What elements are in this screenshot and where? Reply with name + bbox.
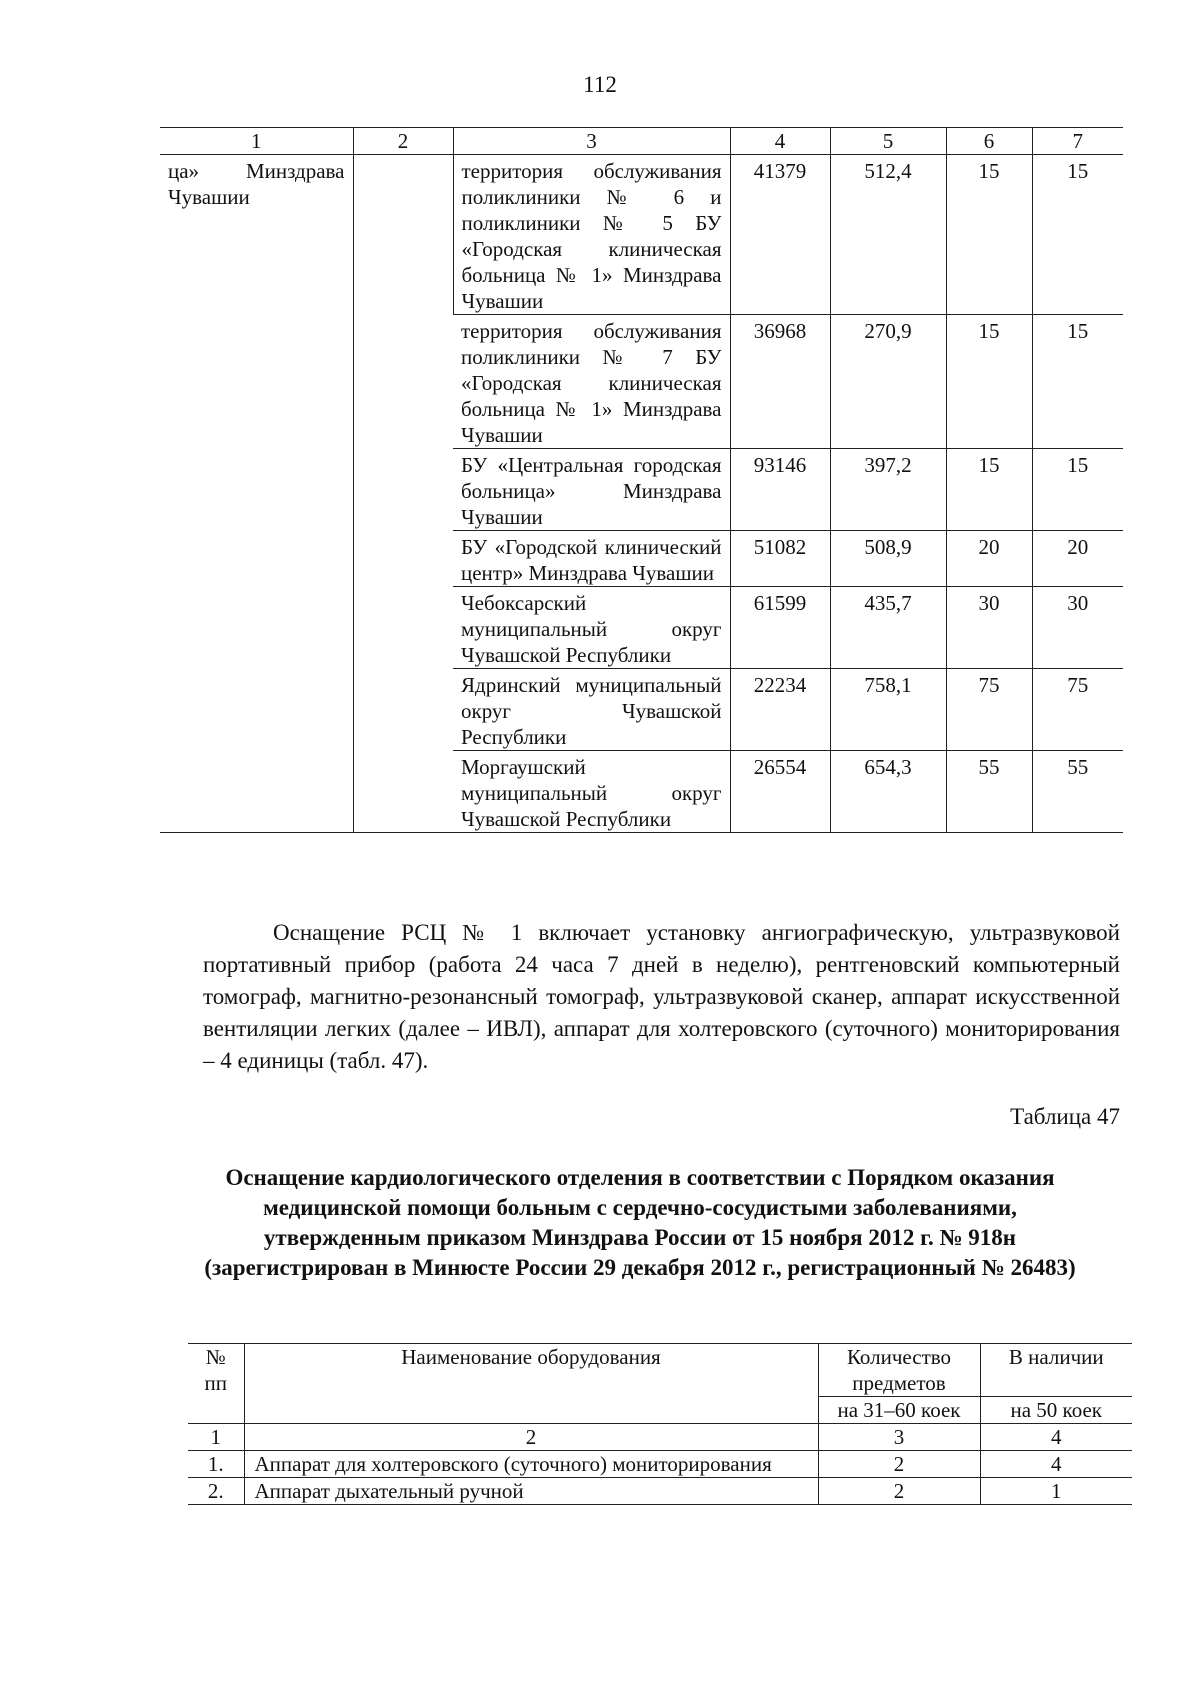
value-cell: 508,9 (830, 531, 946, 587)
organization-cell: ца» Минздрава Чувашии (168, 159, 345, 209)
column-header: 6 (946, 128, 1032, 155)
column-subheader-quantity: на 31–60 коек (818, 1397, 980, 1424)
population-cell: 51082 (730, 531, 830, 587)
population-cell: 36968 (730, 315, 830, 449)
value-cell: 55 (946, 751, 1032, 833)
value-cell: 30 (1032, 587, 1123, 669)
value-cell: 20 (946, 531, 1032, 587)
value-cell: 270,9 (830, 315, 946, 449)
territory-cell: территория обслуживания поликлиники № 7 БУ «Городская клиническая больница № 1» Минздрава Чувашии (453, 315, 730, 449)
column-header: 5 (830, 128, 946, 155)
value-cell: 75 (1032, 669, 1123, 751)
value-cell: 397,2 (830, 449, 946, 531)
population-cell: 93146 (730, 449, 830, 531)
column-header: 2 (353, 128, 453, 155)
territory-cell: Чебоксарский муниципальный округ Чувашской Республики (453, 587, 730, 669)
column-number: 4 (980, 1424, 1132, 1451)
column-header: 1 (160, 128, 353, 155)
value-cell: 654,3 (830, 751, 946, 833)
value-cell: 435,7 (830, 587, 946, 669)
table-label: Таблица 47 (1010, 1104, 1120, 1129)
quantity-cell: 2 (818, 1478, 980, 1505)
equipment-name: Аппарат дыхательный ручной (244, 1478, 818, 1505)
value-cell: 15 (946, 315, 1032, 449)
page-number: 112 (583, 72, 617, 97)
column-header-quantity: Количество предметов (818, 1344, 980, 1397)
column-number-row (188, 1424, 1132, 1451)
row-number: 1. (188, 1451, 244, 1478)
column-header: 7 (1032, 128, 1123, 155)
column-subheader-available: на 50 коек (980, 1397, 1132, 1424)
table-header-row (188, 1344, 1132, 1397)
value-cell: 758,1 (830, 669, 946, 751)
value-cell: 15 (1032, 315, 1123, 449)
available-cell: 4 (980, 1451, 1132, 1478)
value-cell: 75 (946, 669, 1032, 751)
column-number: 3 (818, 1424, 980, 1451)
population-cell: 41379 (730, 155, 830, 315)
body-paragraph: Оснащение РСЦ № 1 включает установку ангиографическую, ультразвуковой портативный прибор (работа 24 часа 7 дней в неделю), рентгеновский компьютерный томограф, магнитно-резонансный томограф, ультразвуковой сканер, аппарат искусственной вентиляции легких (далее – ИВЛ), аппарат для холтеровского (суточного) мониторирования – 4 единицы (табл. 47). (203, 920, 1120, 1073)
table-header-row (160, 128, 1123, 155)
value-cell: 55 (1032, 751, 1123, 833)
column-header-name: Наименование оборудования (244, 1344, 818, 1424)
table-row (188, 1451, 1132, 1478)
available-cell: 1 (980, 1478, 1132, 1505)
column-header: 4 (730, 128, 830, 155)
column-header: 3 (453, 128, 730, 155)
table-row (188, 1478, 1132, 1505)
value-cell: 15 (946, 449, 1032, 531)
territory-cell: БУ «Городской клинический центр» Минздрава Чувашии (453, 531, 730, 587)
column-header-available: В наличии (980, 1344, 1132, 1397)
row-number: 2. (188, 1478, 244, 1505)
value-cell: 15 (1032, 155, 1123, 315)
territory-cell: БУ «Центральная городская больница» Минздрава Чувашии (453, 449, 730, 531)
territory-cell: Моргаушский муниципальный округ Чувашской Республики (461, 755, 722, 831)
value-cell: 30 (946, 587, 1032, 669)
table-title: Оснащение кардиологического отделения в соответствии с Порядком оказания медицинской помощи больным с сердечно-сосудистыми заболеваниями, утвержденным приказом Минздрава России от 15 ноября 2012 г. № 918н (зарегистрирован в Минюсте России 29 декабря 2012 г., регистрационный № 26483) (204, 1165, 1076, 1280)
column-header-number: № пп (188, 1344, 244, 1424)
territory-cell: Ядринский муниципальный округ Чувашской Республики (453, 669, 730, 751)
population-cell: 61599 (730, 587, 830, 669)
table-row (160, 155, 1123, 315)
population-cell: 26554 (730, 751, 830, 833)
equipment-name: Аппарат для холтеровского (суточного) мониторирования (244, 1451, 818, 1478)
territory-cell: территория обслуживания поликлиники № 6 и поликлиники № 5 БУ «Городская клиническая больница № 1» Минздрава Чувашии (453, 155, 730, 315)
empty-cell (353, 155, 453, 833)
value-cell: 512,4 (830, 155, 946, 315)
value-cell: 15 (946, 155, 1032, 315)
value-cell: 15 (1032, 449, 1123, 531)
column-number: 2 (244, 1424, 818, 1451)
value-cell: 20 (1032, 531, 1123, 587)
equipment-table (188, 1343, 1132, 1505)
quantity-cell: 2 (818, 1451, 980, 1478)
facility-table (160, 127, 1123, 833)
column-number: 1 (188, 1424, 244, 1451)
population-cell: 22234 (730, 669, 830, 751)
